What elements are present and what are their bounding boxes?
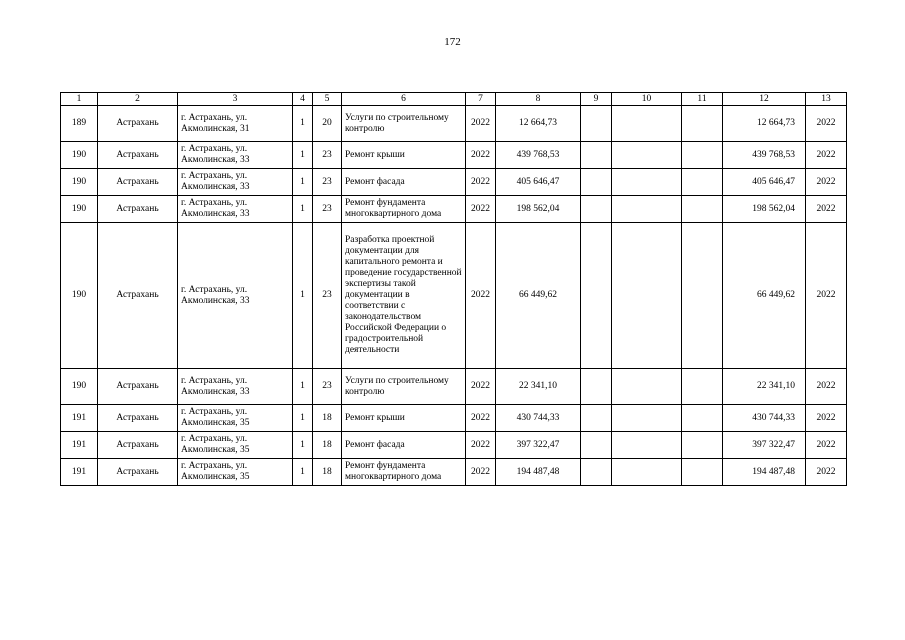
cell-work-type: Ремонт фасада (342, 169, 466, 196)
column-header: 2 (98, 93, 178, 106)
cell-year: 2022 (466, 169, 496, 196)
cell-number: 190 (61, 369, 98, 405)
column-header: 1 (61, 93, 98, 106)
cell-work-type: Разработка проектной документации для капитального ремонта и проведение государственной экспертизы такой документации в соответствии с законодательством Российской Федерации о градостроительной деятельности (342, 223, 466, 369)
cell-city: Астрахань (98, 459, 178, 486)
register-table (60, 92, 847, 486)
cell-year: 2022 (466, 432, 496, 459)
cell-col4: 1 (293, 405, 313, 432)
cell-cost: 22 341,10 (496, 369, 581, 405)
cell-col10 (612, 223, 682, 369)
cell-col4: 1 (293, 459, 313, 486)
cell-address: г. Астрахань, ул. Акмолинская, 31 (178, 106, 293, 142)
cell-cost: 194 487,48 (496, 459, 581, 486)
cell-city: Астрахань (98, 196, 178, 223)
cell-col4: 1 (293, 369, 313, 405)
cell-year-end: 2022 (806, 369, 847, 405)
cell-col11 (682, 459, 723, 486)
cell-year-end: 2022 (806, 142, 847, 169)
cell-cost: 66 449,62 (496, 223, 581, 369)
cell-work-type: Ремонт фундамента многоквартирного дома (342, 196, 466, 223)
cell-cost: 430 744,33 (496, 405, 581, 432)
cell-city: Астрахань (98, 106, 178, 142)
cell-work-type: Ремонт крыши (342, 142, 466, 169)
cell-city: Астрахань (98, 223, 178, 369)
cell-number: 190 (61, 196, 98, 223)
cell-year-end: 2022 (806, 405, 847, 432)
cell-city: Астрахань (98, 405, 178, 432)
cell-col5: 20 (313, 106, 342, 142)
cell-address: г. Астрахань, ул. Акмолинская, 35 (178, 459, 293, 486)
cell-total: 22 341,10 (723, 369, 806, 405)
cell-number: 189 (61, 106, 98, 142)
cell-year-end: 2022 (806, 196, 847, 223)
cell-year: 2022 (466, 223, 496, 369)
cell-col5: 18 (313, 459, 342, 486)
cell-col5: 23 (313, 142, 342, 169)
table-row (61, 432, 847, 459)
cell-col11 (682, 169, 723, 196)
cell-col9 (581, 142, 612, 169)
cell-col10 (612, 106, 682, 142)
cell-number: 190 (61, 142, 98, 169)
column-header: 9 (581, 93, 612, 106)
cell-col9 (581, 432, 612, 459)
cell-year-end: 2022 (806, 223, 847, 369)
cell-col9 (581, 369, 612, 405)
page-number: 172 (444, 36, 461, 48)
cell-col4: 1 (293, 432, 313, 459)
cell-address: г. Астрахань, ул. Акмолинская, 33 (178, 169, 293, 196)
cell-number: 191 (61, 432, 98, 459)
cell-cost: 12 664,73 (496, 106, 581, 142)
cell-total: 397 322,47 (723, 432, 806, 459)
cell-address: г. Астрахань, ул. Акмолинская, 33 (178, 369, 293, 405)
cell-work-type: Услуги по строительному контролю (342, 369, 466, 405)
cell-year: 2022 (466, 405, 496, 432)
cell-year-end: 2022 (806, 169, 847, 196)
table-row (61, 142, 847, 169)
cell-work-type: Ремонт крыши (342, 405, 466, 432)
cell-col11 (682, 405, 723, 432)
cell-col4: 1 (293, 142, 313, 169)
column-header: 5 (313, 93, 342, 106)
cell-number: 190 (61, 223, 98, 369)
column-header: 7 (466, 93, 496, 106)
cell-col4: 1 (293, 169, 313, 196)
cell-col10 (612, 142, 682, 169)
column-header: 11 (682, 93, 723, 106)
cell-number: 191 (61, 459, 98, 486)
cell-number: 190 (61, 169, 98, 196)
cell-col5: 18 (313, 432, 342, 459)
cell-col4: 1 (293, 223, 313, 369)
cell-col9 (581, 459, 612, 486)
cell-work-type: Ремонт фасада (342, 432, 466, 459)
cell-col10 (612, 432, 682, 459)
cell-year: 2022 (466, 459, 496, 486)
cell-year-end: 2022 (806, 432, 847, 459)
cell-total: 405 646,47 (723, 169, 806, 196)
cell-col5: 23 (313, 223, 342, 369)
cell-col4: 1 (293, 106, 313, 142)
cell-city: Астрахань (98, 432, 178, 459)
cell-year: 2022 (466, 142, 496, 169)
table-row (61, 196, 847, 223)
cell-cost: 405 646,47 (496, 169, 581, 196)
cell-address: г. Астрахань, ул. Акмолинская, 33 (178, 223, 293, 369)
table-row (61, 369, 847, 405)
cell-col9 (581, 106, 612, 142)
cell-total: 430 744,33 (723, 405, 806, 432)
cell-col5: 23 (313, 196, 342, 223)
cell-col11 (682, 432, 723, 459)
cell-address: г. Астрахань, ул. Акмолинская, 35 (178, 432, 293, 459)
cell-col9 (581, 223, 612, 369)
cell-col4: 1 (293, 196, 313, 223)
cell-col11 (682, 106, 723, 142)
cell-total: 439 768,53 (723, 142, 806, 169)
table-row (61, 459, 847, 486)
column-header: 8 (496, 93, 581, 106)
cell-city: Астрахань (98, 169, 178, 196)
cell-total: 12 664,73 (723, 106, 806, 142)
cell-col5: 23 (313, 169, 342, 196)
cell-col10 (612, 459, 682, 486)
cell-col10 (612, 369, 682, 405)
cell-cost: 198 562,04 (496, 196, 581, 223)
column-header: 10 (612, 93, 682, 106)
table-row (61, 106, 847, 142)
cell-address: г. Астрахань, ул. Акмолинская, 33 (178, 196, 293, 223)
column-header: 12 (723, 93, 806, 106)
cell-number: 191 (61, 405, 98, 432)
cell-cost: 439 768,53 (496, 142, 581, 169)
cell-address: г. Астрахань, ул. Акмолинская, 33 (178, 142, 293, 169)
cell-col11 (682, 196, 723, 223)
cell-col11 (682, 142, 723, 169)
column-header: 6 (342, 93, 466, 106)
cell-col9 (581, 169, 612, 196)
cell-col11 (682, 223, 723, 369)
cell-col10 (612, 405, 682, 432)
column-number-row (61, 93, 847, 106)
cell-year-end: 2022 (806, 459, 847, 486)
table-row (61, 223, 847, 369)
cell-col10 (612, 169, 682, 196)
column-header: 13 (806, 93, 847, 106)
cell-city: Астрахань (98, 142, 178, 169)
cell-address: г. Астрахань, ул. Акмолинская, 35 (178, 405, 293, 432)
cell-col9 (581, 196, 612, 223)
cell-col10 (612, 196, 682, 223)
cell-col11 (682, 369, 723, 405)
cell-city: Астрахань (98, 369, 178, 405)
cell-year: 2022 (466, 369, 496, 405)
table-row (61, 405, 847, 432)
cell-year: 2022 (466, 196, 496, 223)
cell-col5: 18 (313, 405, 342, 432)
column-header: 3 (178, 93, 293, 106)
cell-year-end: 2022 (806, 106, 847, 142)
cell-total: 66 449,62 (723, 223, 806, 369)
cell-col5: 23 (313, 369, 342, 405)
cell-work-type: Услуги по строительному контролю (342, 106, 466, 142)
cell-total: 194 487,48 (723, 459, 806, 486)
column-header: 4 (293, 93, 313, 106)
cell-work-type: Ремонт фундамента многоквартирного дома (342, 459, 466, 486)
cell-col9 (581, 405, 612, 432)
cell-year: 2022 (466, 106, 496, 142)
cell-cost: 397 322,47 (496, 432, 581, 459)
table-row (61, 169, 847, 196)
cell-total: 198 562,04 (723, 196, 806, 223)
